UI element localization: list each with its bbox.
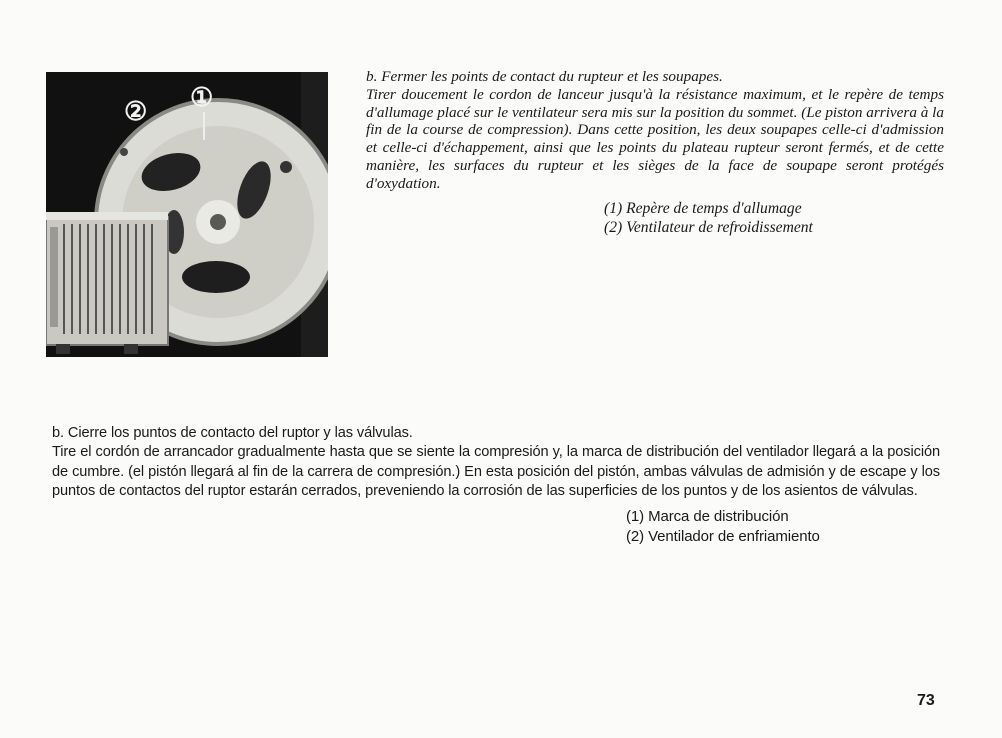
spanish-instructions bbox=[52, 424, 940, 547]
french-heading: b. Fermer les points de contact du rupteur et les soupapes. bbox=[366, 68, 723, 85]
french-body: Tirer doucement le cordon de lanceur jusqu'à la résistance maximum, et le repère de temps d'allumage placé sur le ventilateur sera mis sur la position du sommet. (Le piston arrivera à la fin de la course de compression). Dans cette position, les deux soupapes celle-ci d'admission et celle-ci d'échappement, ainsi que les points du plateau rupteur seront fermés, et de cette manière, les surfaces du rupteur et les sièges de la face de soupape seront protégés d'oxydation. bbox=[366, 85, 944, 192]
callout-2: ② bbox=[124, 96, 148, 126]
callout-1: ① bbox=[190, 82, 214, 112]
french-legend bbox=[604, 199, 944, 237]
spanish-legend-item-2: (2) Ventilador de enfriamiento bbox=[626, 527, 820, 545]
french-instructions bbox=[366, 68, 944, 237]
french-legend-item-1: (1) Repère de temps d'allumage bbox=[604, 199, 802, 217]
french-legend-item-2: (2) Ventilateur de refroidissement bbox=[604, 218, 813, 236]
spanish-heading: b. Cierre los puntos de contacto del ruptor y las válvulas. bbox=[52, 425, 413, 441]
engine-photo bbox=[46, 72, 328, 357]
spanish-legend bbox=[626, 507, 940, 547]
spanish-legend-item-1: (1) Marca de distribución bbox=[626, 507, 789, 525]
page-number: 73 bbox=[917, 692, 935, 709]
spanish-body: Tire el cordón de arrancador gradualmente hasta que se siente la compresión y, la marca de distribución del ventilador llegará a la posición de cumbre. (el pistón llegará al fin de la carrera de compresión.) En esta posición del pistón, ambas válvulas de admisión y de escape y los puntos de contactos del ruptor estarán cerrados, preveniendo la corrosión de las superficies de los puntos y de los asientos de válvulas. bbox=[52, 444, 940, 500]
